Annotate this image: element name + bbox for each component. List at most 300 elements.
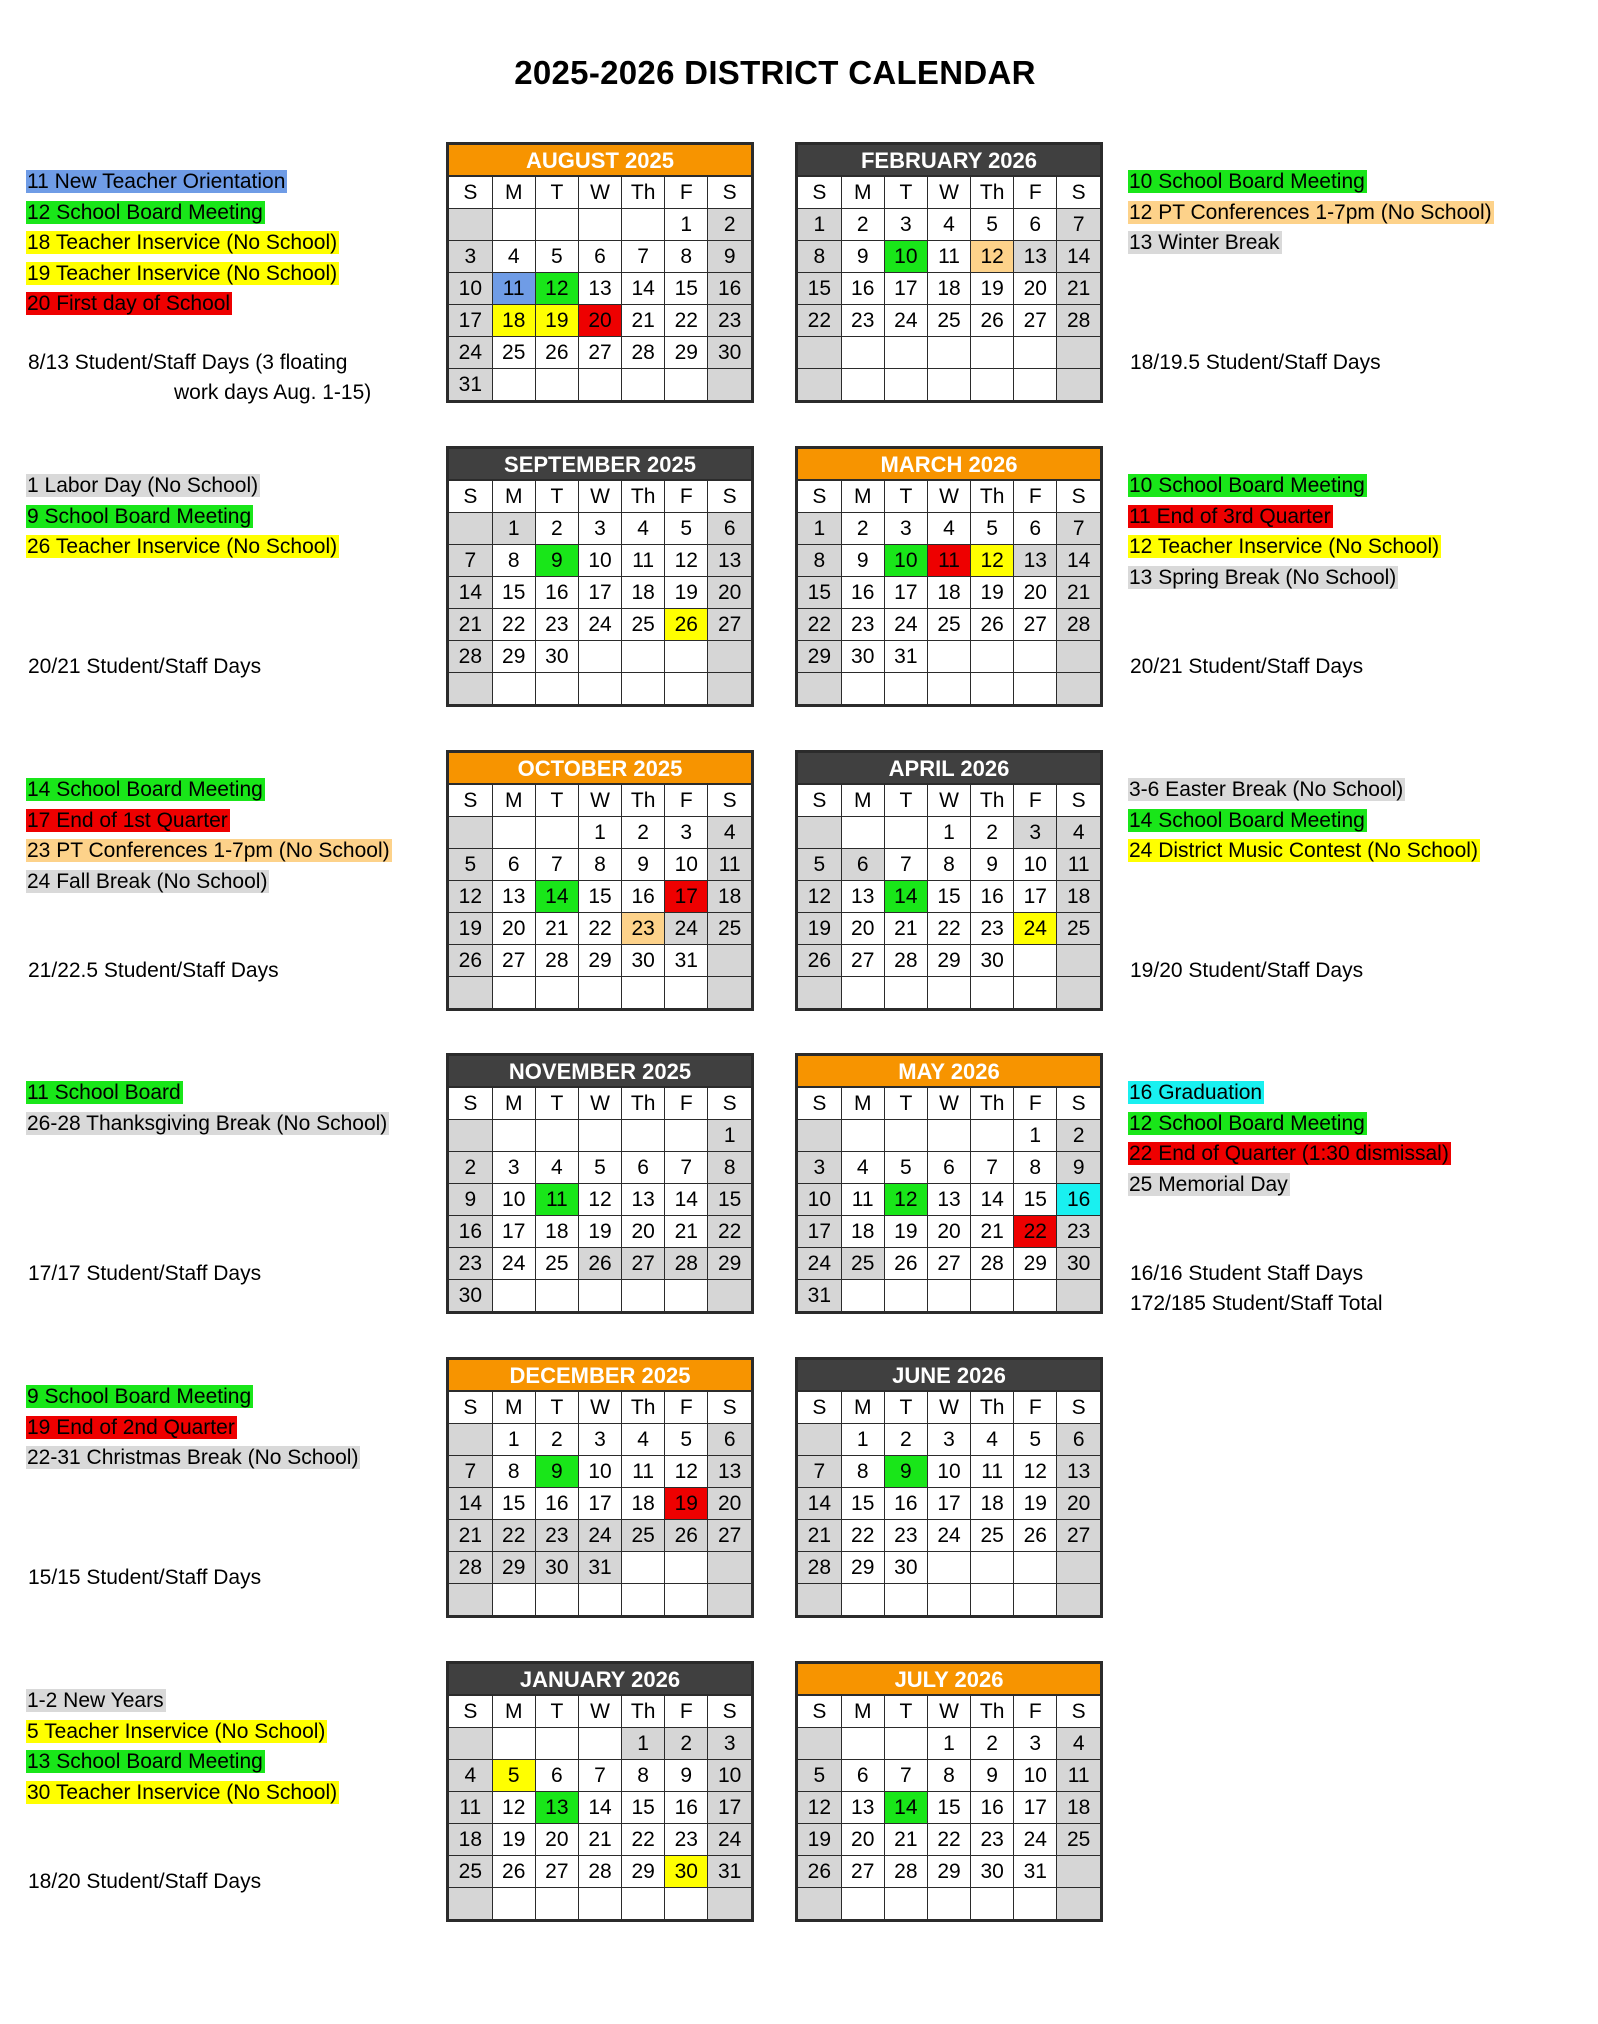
- day-cell: 31: [884, 641, 927, 673]
- event-note: 13 School Board Meeting: [27, 1750, 263, 1773]
- day-cell: 8: [1014, 1152, 1057, 1184]
- empty-cell: [884, 817, 927, 849]
- day-cell: 16: [449, 1216, 492, 1248]
- day-cell: 5: [578, 1152, 621, 1184]
- event-note: 14 School Board Meeting: [27, 778, 263, 801]
- day-cell: 7: [622, 241, 665, 273]
- day-cell: 17: [798, 1216, 841, 1248]
- day-cell: 11: [971, 1456, 1014, 1488]
- day-cell: 25: [535, 1248, 578, 1280]
- month-calendar: [446, 1357, 754, 1618]
- empty-cell: [1014, 1552, 1057, 1584]
- empty-cell: [798, 1120, 841, 1152]
- event-note: 1-2 New Years: [27, 1689, 164, 1712]
- day-cell: 8: [622, 1760, 665, 1792]
- weekday-header: W: [927, 1088, 970, 1120]
- day-cell: 2: [708, 209, 751, 241]
- day-cell: 10: [798, 1184, 841, 1216]
- day-cell: 15: [578, 881, 621, 913]
- empty-cell: [535, 817, 578, 849]
- day-cell: 31: [578, 1552, 621, 1584]
- weekday-header: M: [841, 481, 884, 513]
- empty-cell: [708, 673, 751, 705]
- empty-cell: [492, 209, 535, 241]
- empty-cell: [535, 1584, 578, 1616]
- weekday-header: Th: [622, 1088, 665, 1120]
- weekday-header: M: [492, 1088, 535, 1120]
- weekday-header: Th: [971, 1088, 1014, 1120]
- weekday-header: T: [884, 177, 927, 209]
- weekday-header: S: [449, 481, 492, 513]
- day-cell: 26: [665, 609, 708, 641]
- day-cell: 25: [492, 337, 535, 369]
- day-cell: 20: [841, 913, 884, 945]
- day-cell: 20: [1014, 273, 1057, 305]
- event-note: 9 School Board Meeting: [27, 504, 252, 528]
- empty-cell: [622, 1280, 665, 1312]
- day-cell: 17: [1014, 881, 1057, 913]
- day-cell: 26: [1014, 1520, 1057, 1552]
- empty-cell: [798, 1728, 841, 1760]
- day-cell: 9: [971, 1760, 1014, 1792]
- day-cell: 7: [535, 849, 578, 881]
- student-staff-days: 19/20 Student/Staff Days: [1130, 959, 1364, 982]
- weekday-header: W: [927, 1696, 970, 1728]
- weekday-header: S: [1057, 1392, 1100, 1424]
- empty-cell: [535, 369, 578, 401]
- empty-cell: [884, 337, 927, 369]
- day-cell: 15: [1014, 1184, 1057, 1216]
- event-note: 13 Spring Break (No School): [1129, 565, 1397, 589]
- empty-cell: [578, 673, 621, 705]
- event-notes: [1128, 1078, 1451, 1200]
- day-cell: 11: [449, 1792, 492, 1824]
- weekday-header: W: [927, 177, 970, 209]
- day-cell: 14: [665, 1184, 708, 1216]
- day-cell: 1: [578, 817, 621, 849]
- event-note: 26 Teacher Inservice (No School): [27, 535, 338, 558]
- day-cell: 6: [841, 1760, 884, 1792]
- day-cell: 22: [798, 305, 841, 337]
- day-cell: 15: [798, 273, 841, 305]
- empty-cell: [798, 977, 841, 1009]
- day-cell: 26: [971, 305, 1014, 337]
- weekday-header: F: [665, 177, 708, 209]
- empty-cell: [798, 673, 841, 705]
- day-cell: 13: [841, 1792, 884, 1824]
- day-cell: 22: [622, 1824, 665, 1856]
- weekday-header: S: [1057, 481, 1100, 513]
- event-note: 24 Fall Break (No School): [27, 869, 268, 893]
- empty-cell: [1014, 1888, 1057, 1920]
- day-cell: 4: [927, 513, 970, 545]
- day-cell: 28: [578, 1856, 621, 1888]
- day-cell: 13: [841, 881, 884, 913]
- day-cell: 30: [535, 1552, 578, 1584]
- day-cell: 20: [841, 1824, 884, 1856]
- day-cell: 21: [622, 305, 665, 337]
- event-note: 18 Teacher Inservice (No School): [27, 231, 338, 254]
- day-cell: 5: [971, 513, 1014, 545]
- event-note: 19 Teacher Inservice (No School): [27, 261, 338, 285]
- day-cell: 4: [971, 1424, 1014, 1456]
- weekday-header: W: [578, 481, 621, 513]
- month-calendar: [795, 1357, 1103, 1618]
- day-cell: 18: [1057, 881, 1100, 913]
- empty-cell: [927, 1120, 970, 1152]
- day-cell: 5: [1014, 1424, 1057, 1456]
- day-cell: 3: [578, 1424, 621, 1456]
- event-note: 10 School Board Meeting: [1129, 170, 1365, 193]
- empty-cell: [449, 1728, 492, 1760]
- weekday-header: Th: [971, 785, 1014, 817]
- day-cell: 23: [665, 1824, 708, 1856]
- day-cell: 2: [622, 817, 665, 849]
- weekday-header: F: [1014, 1696, 1057, 1728]
- day-cell: 26: [798, 945, 841, 977]
- day-cell: 5: [449, 849, 492, 881]
- day-cell: 24: [1014, 1824, 1057, 1856]
- page-title: 2025-2026 DISTRICT CALENDAR: [514, 54, 1036, 91]
- day-cell: 7: [884, 1760, 927, 1792]
- empty-cell: [449, 1120, 492, 1152]
- day-cell: 8: [578, 849, 621, 881]
- month-title: OCTOBER 2025: [449, 753, 751, 785]
- day-cell: 29: [665, 337, 708, 369]
- day-cell: 30: [622, 945, 665, 977]
- day-cell: 23: [1057, 1216, 1100, 1248]
- day-cell: 8: [841, 1456, 884, 1488]
- empty-cell: [708, 641, 751, 673]
- day-cell: 13: [578, 273, 621, 305]
- day-cell: 4: [708, 817, 751, 849]
- empty-cell: [708, 1552, 751, 1584]
- weekday-header: F: [1014, 1392, 1057, 1424]
- day-cell: 7: [665, 1152, 708, 1184]
- day-cell: 9: [535, 1456, 578, 1488]
- empty-cell: [578, 1888, 621, 1920]
- day-cell: 4: [1057, 817, 1100, 849]
- day-cell: 5: [971, 209, 1014, 241]
- event-note: 16 Graduation: [1129, 1081, 1263, 1104]
- weekday-header: T: [535, 481, 578, 513]
- empty-cell: [971, 337, 1014, 369]
- day-cell: 26: [492, 1856, 535, 1888]
- weekday-header: W: [927, 1392, 970, 1424]
- event-note: 26-28 Thanksgiving Break (No School): [27, 1111, 388, 1135]
- day-cell: 2: [449, 1152, 492, 1184]
- day-cell: 25: [971, 1520, 1014, 1552]
- empty-cell: [1057, 369, 1100, 401]
- weekday-header: S: [708, 481, 751, 513]
- weekday-header: S: [798, 1696, 841, 1728]
- day-cell: 13: [1014, 545, 1057, 577]
- day-cell: 28: [884, 1856, 927, 1888]
- weekday-header: S: [449, 1088, 492, 1120]
- event-note: 1 Labor Day (No School): [27, 474, 259, 497]
- weekday-header: M: [492, 1696, 535, 1728]
- day-cell: 9: [535, 545, 578, 577]
- day-cell: 4: [449, 1760, 492, 1792]
- day-cell: 22: [1014, 1216, 1057, 1248]
- day-cell: 24: [578, 1520, 621, 1552]
- empty-cell: [884, 673, 927, 705]
- day-cell: 10: [578, 545, 621, 577]
- day-cell: 26: [971, 609, 1014, 641]
- month-calendar: [795, 750, 1103, 1011]
- weekday-header: Th: [622, 177, 665, 209]
- day-cell: 8: [798, 545, 841, 577]
- day-cell: 14: [1057, 545, 1100, 577]
- empty-cell: [1014, 337, 1057, 369]
- day-cell: 31: [449, 369, 492, 401]
- day-cell: 7: [578, 1760, 621, 1792]
- day-cell: 2: [884, 1424, 927, 1456]
- day-cell: 31: [798, 1280, 841, 1312]
- empty-cell: [971, 673, 1014, 705]
- day-cell: 12: [449, 881, 492, 913]
- day-cell: 31: [665, 945, 708, 977]
- day-cell: 18: [927, 577, 970, 609]
- empty-cell: [578, 977, 621, 1009]
- day-cell: 3: [578, 513, 621, 545]
- day-cell: 23: [535, 1520, 578, 1552]
- day-cell: 27: [492, 945, 535, 977]
- day-cell: 14: [535, 881, 578, 913]
- day-cell: 24: [708, 1824, 751, 1856]
- weekday-header: W: [578, 1392, 621, 1424]
- day-cell: 3: [927, 1424, 970, 1456]
- weekday-header: W: [578, 785, 621, 817]
- empty-cell: [622, 1584, 665, 1616]
- empty-cell: [449, 1424, 492, 1456]
- empty-cell: [841, 673, 884, 705]
- day-cell: 17: [449, 305, 492, 337]
- day-cell: 1: [622, 1728, 665, 1760]
- empty-cell: [1014, 977, 1057, 1009]
- empty-cell: [622, 641, 665, 673]
- day-cell: 18: [449, 1824, 492, 1856]
- day-cell: 24: [665, 913, 708, 945]
- day-cell: 9: [841, 241, 884, 273]
- weekday-header: Th: [971, 177, 1014, 209]
- empty-cell: [535, 1120, 578, 1152]
- day-cell: 2: [971, 1728, 1014, 1760]
- empty-cell: [622, 1120, 665, 1152]
- day-cell: 4: [927, 209, 970, 241]
- day-cell: 13: [708, 545, 751, 577]
- day-cell: 9: [622, 849, 665, 881]
- day-cell: 14: [884, 881, 927, 913]
- weekday-header: Th: [622, 1392, 665, 1424]
- weekday-header: W: [578, 1088, 621, 1120]
- weekday-header: F: [665, 1088, 708, 1120]
- day-cell: 3: [665, 817, 708, 849]
- empty-cell: [578, 1120, 621, 1152]
- empty-cell: [708, 369, 751, 401]
- day-cell: 13: [535, 1792, 578, 1824]
- day-cell: 24: [449, 337, 492, 369]
- weekday-header: S: [1057, 1696, 1100, 1728]
- day-cell: 14: [449, 577, 492, 609]
- day-cell: 22: [927, 913, 970, 945]
- day-cell: 12: [1014, 1456, 1057, 1488]
- day-cell: 14: [449, 1488, 492, 1520]
- day-cell: 27: [1014, 305, 1057, 337]
- empty-cell: [1014, 945, 1057, 977]
- day-cell: 29: [708, 1248, 751, 1280]
- empty-cell: [1057, 1552, 1100, 1584]
- day-cell: 21: [884, 913, 927, 945]
- empty-cell: [708, 977, 751, 1009]
- day-cell: 16: [841, 273, 884, 305]
- empty-cell: [971, 1584, 1014, 1616]
- event-note: 12 PT Conferences 1-7pm (No School): [1129, 200, 1492, 224]
- event-note: 5 Teacher Inservice (No School): [27, 1719, 326, 1743]
- empty-cell: [971, 641, 1014, 673]
- empty-cell: [927, 1280, 970, 1312]
- day-cell: 22: [665, 305, 708, 337]
- day-cell: 29: [927, 1856, 970, 1888]
- day-cell: 1: [798, 513, 841, 545]
- day-cell: 10: [1014, 849, 1057, 881]
- day-cell: 26: [578, 1248, 621, 1280]
- empty-cell: [884, 369, 927, 401]
- empty-cell: [1057, 977, 1100, 1009]
- day-cell: 8: [492, 545, 535, 577]
- event-notes: [1128, 775, 1480, 867]
- day-cell: 24: [798, 1248, 841, 1280]
- day-cell: 24: [492, 1248, 535, 1280]
- day-cell: 12: [798, 881, 841, 913]
- day-cell: 3: [1014, 1728, 1057, 1760]
- empty-cell: [708, 1888, 751, 1920]
- empty-cell: [535, 673, 578, 705]
- day-cell: 19: [492, 1824, 535, 1856]
- weekday-header: T: [535, 1696, 578, 1728]
- day-cell: 17: [1014, 1792, 1057, 1824]
- empty-cell: [449, 513, 492, 545]
- day-cell: 24: [884, 305, 927, 337]
- day-cell: 8: [492, 1456, 535, 1488]
- day-cell: 27: [535, 1856, 578, 1888]
- day-cell: 12: [884, 1184, 927, 1216]
- empty-cell: [1014, 1280, 1057, 1312]
- day-cell: 15: [622, 1792, 665, 1824]
- weekday-header: M: [492, 177, 535, 209]
- day-cell: 6: [578, 241, 621, 273]
- day-cell: 13: [927, 1184, 970, 1216]
- day-cell: 21: [798, 1520, 841, 1552]
- empty-cell: [1057, 1888, 1100, 1920]
- day-cell: 1: [492, 1424, 535, 1456]
- empty-cell: [622, 209, 665, 241]
- weekday-header: S: [449, 1696, 492, 1728]
- day-cell: 29: [578, 945, 621, 977]
- day-cell: 15: [927, 881, 970, 913]
- month-title: FEBRUARY 2026: [798, 145, 1100, 177]
- day-cell: 8: [708, 1152, 751, 1184]
- day-cell: 18: [927, 273, 970, 305]
- day-cell: 27: [841, 1856, 884, 1888]
- weekday-header: W: [927, 481, 970, 513]
- day-cell: 13: [622, 1184, 665, 1216]
- day-cell: 13: [1014, 241, 1057, 273]
- day-cell: 17: [884, 273, 927, 305]
- day-cell: 16: [622, 881, 665, 913]
- month-title: JUNE 2026: [798, 1360, 1100, 1392]
- empty-cell: [841, 977, 884, 1009]
- day-cell: 20: [1014, 577, 1057, 609]
- day-cell: 12: [971, 241, 1014, 273]
- day-cell: 24: [1014, 913, 1057, 945]
- empty-cell: [798, 369, 841, 401]
- event-note: 12 School Board Meeting: [1129, 1111, 1365, 1135]
- weekday-header: Th: [971, 1696, 1014, 1728]
- day-cell: 28: [535, 945, 578, 977]
- day-cell: 14: [578, 1792, 621, 1824]
- day-cell: 20: [708, 1488, 751, 1520]
- weekday-header: S: [708, 1392, 751, 1424]
- day-cell: 26: [798, 1856, 841, 1888]
- student-staff-days: 20/21 Student/Staff Days: [28, 655, 262, 678]
- day-cell: 6: [708, 513, 751, 545]
- day-cell: 29: [492, 1552, 535, 1584]
- weekday-header: T: [535, 785, 578, 817]
- empty-cell: [708, 1584, 751, 1616]
- day-cell: 25: [622, 609, 665, 641]
- day-cell: 21: [449, 1520, 492, 1552]
- weekday-header: S: [449, 1392, 492, 1424]
- day-cell: 10: [708, 1760, 751, 1792]
- day-cell: 17: [492, 1216, 535, 1248]
- empty-cell: [884, 1280, 927, 1312]
- day-cell: 28: [884, 945, 927, 977]
- day-cell: 18: [708, 881, 751, 913]
- month-calendar: [446, 142, 754, 403]
- event-notes: [26, 1686, 339, 1808]
- day-cell: 22: [492, 1520, 535, 1552]
- day-cell: 7: [798, 1456, 841, 1488]
- student-staff-days: 21/22.5 Student/Staff Days: [28, 959, 279, 982]
- day-cell: 3: [798, 1152, 841, 1184]
- day-cell: 2: [971, 817, 1014, 849]
- day-cell: 9: [884, 1456, 927, 1488]
- day-cell: 11: [708, 849, 751, 881]
- empty-cell: [449, 1584, 492, 1616]
- event-note: 12 School Board Meeting: [27, 200, 263, 224]
- event-notes: [26, 1382, 360, 1474]
- empty-cell: [708, 945, 751, 977]
- day-cell: 19: [798, 1824, 841, 1856]
- weekday-header: S: [449, 177, 492, 209]
- empty-cell: [622, 1552, 665, 1584]
- day-cell: 28: [798, 1552, 841, 1584]
- day-cell: 6: [927, 1152, 970, 1184]
- empty-cell: [1014, 673, 1057, 705]
- empty-cell: [1057, 1584, 1100, 1616]
- day-cell: 14: [622, 273, 665, 305]
- day-cell: 26: [449, 945, 492, 977]
- day-cell: 18: [622, 1488, 665, 1520]
- day-cell: 12: [971, 545, 1014, 577]
- empty-cell: [971, 369, 1014, 401]
- day-cell: 1: [841, 1424, 884, 1456]
- day-cell: 3: [492, 1152, 535, 1184]
- day-cell: 25: [1057, 913, 1100, 945]
- event-note: 12 Teacher Inservice (No School): [1129, 535, 1440, 558]
- day-cell: 6: [535, 1760, 578, 1792]
